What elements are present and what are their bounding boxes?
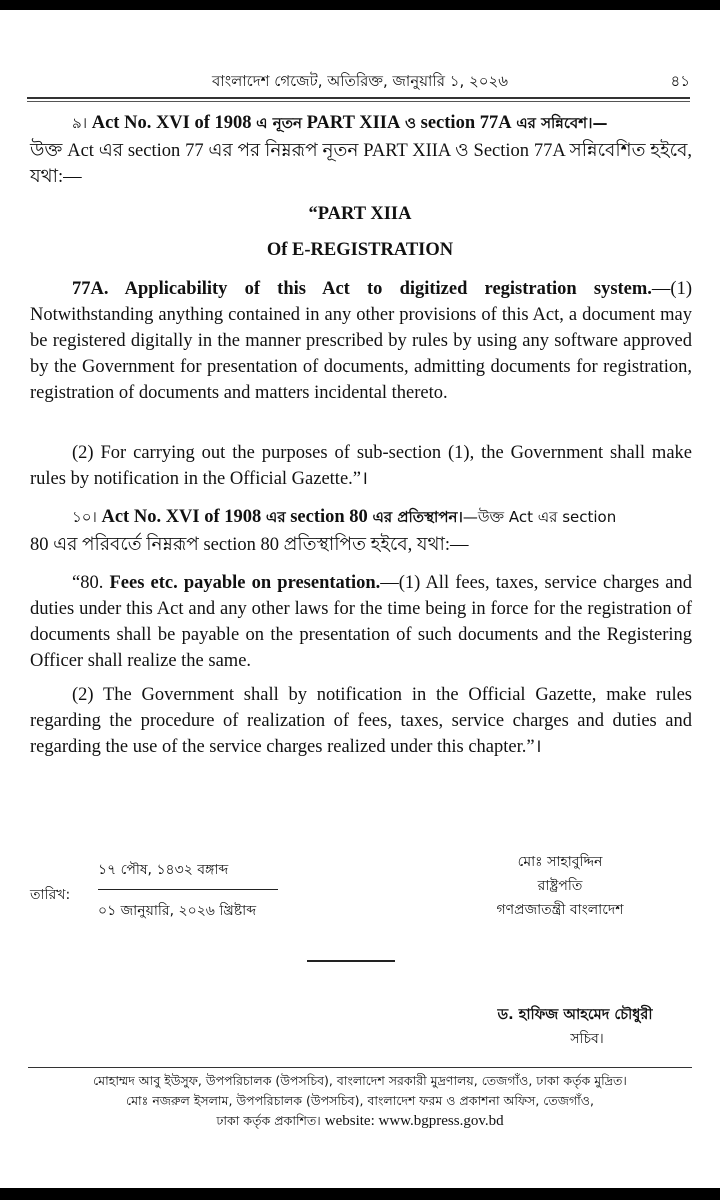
president-name: মোঃ সাহাবুদ্দিন [517, 854, 603, 870]
section-77A-sub1-text: Notwithstanding anything contained in any other provisions of this Act, a document may be registered digitally in the manner prescribed by rules by using any software approved by the Government for presentation of documents, admitting documents for registration, registration of documents and matters incidental thereto. [30, 305, 692, 403]
section-10-paragraph [30, 504, 692, 530]
part-subtitle: Of E-REGISTRATION [266, 240, 454, 260]
secretary-signature-block [440, 1003, 710, 1051]
printer-footer [0, 1071, 720, 1131]
section-80-sub1-text: —(1) All fees, taxes, service charges and duties under this Act and any other laws for the time being in force for the registration of documents shall be payable on the presentation of such documents and the Registering Officer shall realize the same. [30, 573, 692, 671]
president-signature-block [430, 850, 690, 922]
president-country: গণপ্রজাতন্ত্রী বাংলাদেশ [496, 902, 624, 918]
section-9-body: উক্ত Act এর section 77 এর পর নিম্নরূপ নূতন PART XIIA ও Section 77A সন্নিবেশিত হইবে, যথা:— [30, 141, 692, 187]
gregorian-date: ০১ জানুয়ারি, ২০২৬ খ্রিষ্টাব্দ [98, 903, 257, 919]
section-10-heading-part1: Act No. XVI of 1908 [101, 507, 262, 527]
section-77A-sub2: (2) For carrying out the purposes of sub-section (1), the Government shall make rules by notification in the Official Gazette.”। [30, 443, 692, 489]
bengali-date: ১৭ পৌষ, ১৪৩২ বঙ্গাব্দ [98, 862, 229, 878]
footer-rule [28, 1067, 692, 1068]
section-80-sub2: (2) The Government shall by notification in the Official Gazette, make rules regarding the procedure of realization of fees, taxes, service charges and duties and regarding the use of the service charges realized under this chapter.”। [30, 685, 692, 757]
gazette-header-title: বাংলাদেশ গেজেট, অতিরিক্ত, জানুয়ারি ১, ২০২৬ [212, 72, 508, 90]
footer-website[interactable]: website: www.bgpress.gov.bd [324, 1113, 504, 1129]
date-label: তারিখ: [30, 887, 71, 903]
section-10-body-1: —উক্ত Act এর section [462, 508, 617, 526]
section-9-paragraph [30, 110, 692, 136]
secretary-title: সচিব। [570, 1031, 604, 1047]
date-divider [98, 889, 278, 890]
separator-rule [307, 960, 395, 962]
section-9-heading-part3: section 77A [420, 113, 512, 133]
section-80-heading: Fees etc. payable on presentation. [109, 573, 381, 593]
section-9-heading-part1: Act No. XVI of 1908 [91, 113, 252, 133]
footer-line-3 [0, 1111, 720, 1131]
secretary-name: ড. হাফিজ আহমেদ চৌধুরী [497, 1007, 653, 1023]
footer-line-3-bn: ঢাকা কর্তৃক প্রকাশিত। [216, 1113, 321, 1128]
section-9-number: ৯। [72, 114, 88, 132]
header-double-rule [27, 97, 690, 102]
page-number: ৪১ [670, 72, 690, 90]
section-9-heading-bn3: এর সন্নিবেশ।— [516, 114, 608, 132]
gazette-page [0, 10, 720, 1188]
section-9-heading-bn1: এ নূতন [256, 114, 302, 132]
section-10-heading-part2: section 80 [290, 507, 368, 527]
president-title: রাষ্ট্রপতি [537, 878, 583, 894]
section-10-heading-bn2: এর প্রতিস্থাপন। [372, 508, 463, 526]
section-10-number: ১০। [72, 508, 97, 526]
section-9-heading-bn2: ও [404, 114, 417, 132]
section-77A-sub1-intro: —(1) [651, 279, 692, 299]
section-77A-paragraph [30, 276, 692, 406]
section-10-heading-bn1: এর [265, 508, 286, 526]
section-9-heading-part2: PART XIIA [306, 113, 401, 133]
part-title: “PART XIIA [308, 204, 412, 224]
section-10-body-2: 80 এর পরিবর্তে নিম্নরূপ section 80 প্রতিস্থাপিত হইবে, যথা:— [30, 535, 469, 555]
footer-line-2: মোঃ নজরুল ইসলাম, উপপরিচালক (উপসচিব), বাংলাদেশ ফরম ও প্রকাশনা অফিস, তেজগাঁও, [126, 1093, 594, 1108]
section-77A-heading: 77A. Applicability of this Act to digitized registration system. [72, 279, 652, 299]
section-80-prefix: “80. [72, 573, 104, 593]
section-80-paragraph [30, 570, 692, 674]
footer-line-1: মোহাম্মদ আবু ইউসুফ, উপপরিচালক (উপসচিব), বাংলাদেশ সরকারী মুদ্রণালয়, তেজগাঁও, ঢাকা কর্তৃক মুদ্রিত। [93, 1073, 627, 1088]
